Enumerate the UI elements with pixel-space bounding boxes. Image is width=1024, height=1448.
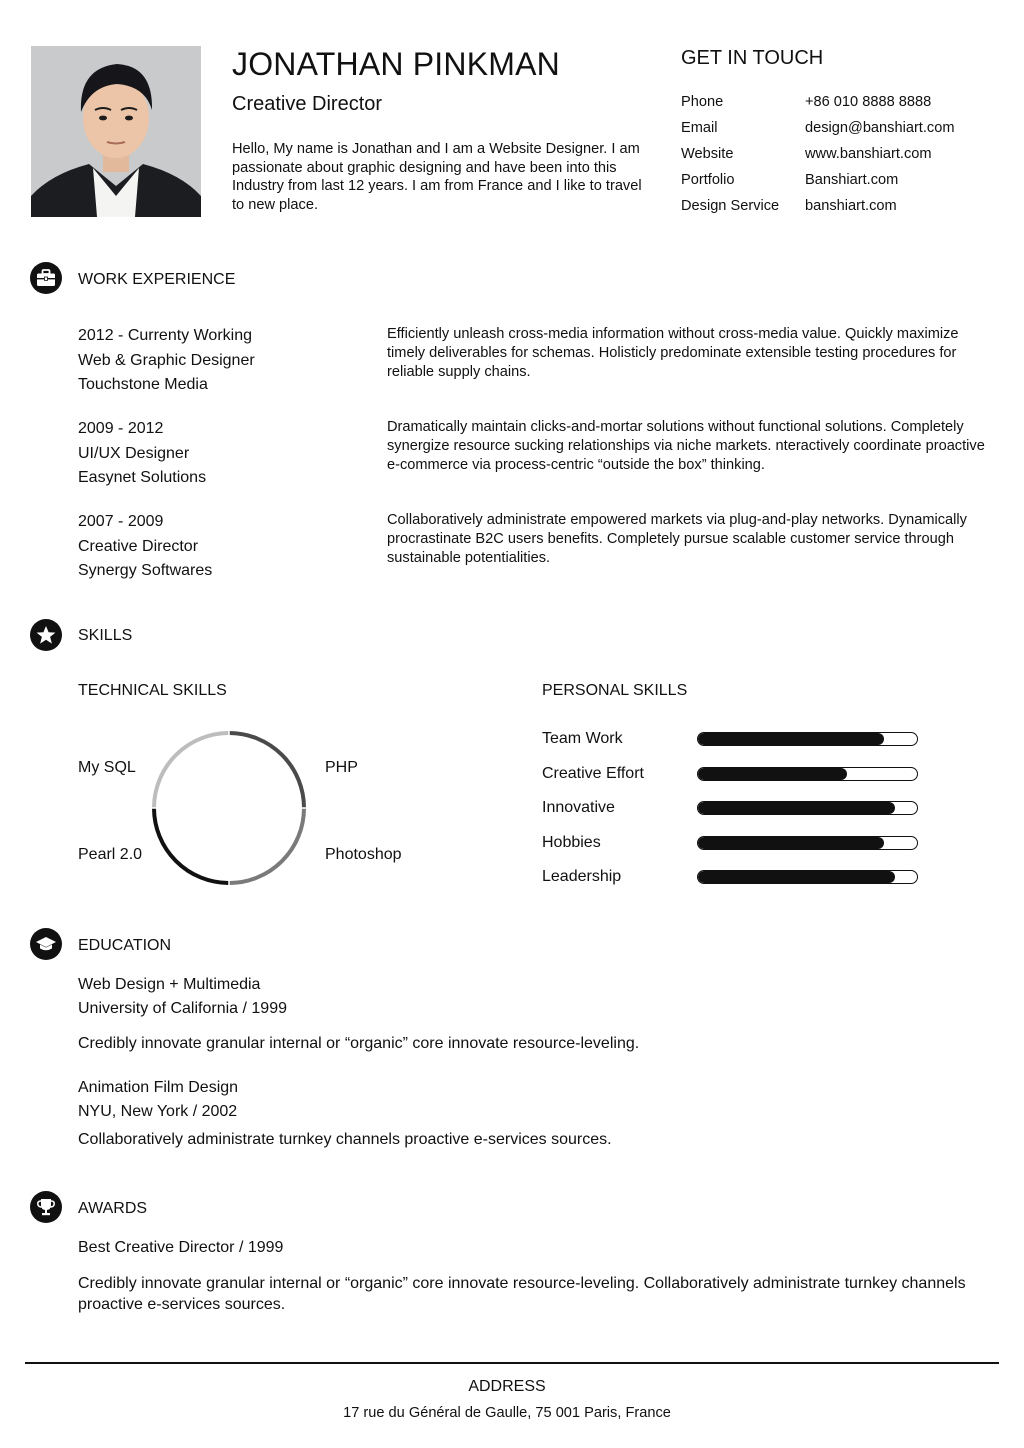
job-period: 2012 - Currenty Working: [78, 327, 252, 344]
personal-skill-label: Team Work: [542, 730, 623, 748]
skills-heading: SKILLS: [78, 627, 133, 644]
work-experience-heading: WORK EXPERIENCE: [78, 271, 236, 288]
job-role: UI/UX Designer: [78, 444, 190, 462]
job-company: Easynet Solutions: [78, 469, 207, 486]
address-heading: ADDRESS: [468, 1378, 546, 1395]
job-entry: [78, 417, 378, 491]
job-description: Collaboratively administrate empowered markets via plug-and-play networks. Dynamically procrastinate B2C users benefits. Completely pursue scalable customer service through sustainable potentialities.: [387, 512, 967, 566]
education-description: Credibly innovate granular internal or “organic” core innovate resource-leveling.: [78, 1035, 640, 1052]
education-school: NYU, New York / 2002: [78, 1103, 238, 1120]
donut-segment-photoshop: [230, 809, 304, 883]
award-name: Best Creative Director / 1999: [78, 1239, 284, 1256]
contact-row-phone: [681, 90, 1001, 116]
address-text: 17 rue du Général de Gaulle, 75 001 Paris, France: [343, 1405, 671, 1421]
skill-bar-track: [697, 870, 918, 884]
job-entry: [78, 324, 378, 398]
contact-value-design-service-link[interactable]: banshiart.com: [805, 198, 897, 214]
contact-value-portfolio-link[interactable]: Banshiart.com: [805, 172, 899, 188]
contact-label: Portfolio: [681, 172, 735, 188]
contact-label: Design Service: [681, 198, 780, 214]
job-role: Web & Graphic Designer: [78, 351, 255, 369]
personal-skill-row: [542, 860, 942, 895]
donut-label-mysql: My SQL: [78, 759, 136, 776]
job-description: Efficiently unleash cross-media information without cross-media value. Quickly maximize timely deliverables for schemas. Holisticly predominate extensible testing procedures for reliable supply chains.: [387, 326, 959, 380]
contact-label: Phone: [681, 94, 724, 110]
awards-heading: AWARDS: [78, 1200, 148, 1217]
donut-label-pearl: Pearl 2.0: [78, 846, 143, 863]
education-course: Animation Film Design: [78, 1079, 239, 1096]
skill-bar-track: [697, 836, 918, 850]
graduation-cap-icon: [30, 928, 62, 960]
personal-skill-row: [542, 722, 942, 757]
contact-list: [681, 90, 1001, 220]
contact-row-design-service: [681, 194, 1001, 220]
contact-label: Email: [681, 120, 718, 136]
technical-skills-heading: TECHNICAL SKILLS: [78, 682, 227, 699]
education-heading: EDUCATION: [78, 937, 172, 954]
candidate-title: Creative Director: [232, 93, 383, 115]
candidate-name: JONATHAN PINKMAN: [232, 46, 560, 82]
skill-bar-track: [697, 767, 918, 781]
job-description: Dramatically maintain clicks-and-mortar solutions without functional solutions. Completely synergize resource sucking relationships via niche markets. nteractively coordinate proactive e-commerce via process-centric “outside the box” thinking.: [387, 419, 985, 473]
job-role: Creative Director: [78, 537, 199, 555]
donut-segment-mysql: [154, 733, 228, 807]
personal-skill-label: Innovative: [542, 799, 615, 817]
education-school: University of California / 1999: [78, 1000, 287, 1017]
skill-bar-track: [697, 732, 918, 746]
contact-value: +86 010 8888 8888: [805, 94, 932, 110]
personal-skill-row: [542, 826, 942, 861]
personal-skill-row: [542, 757, 942, 792]
job-entry: [78, 510, 378, 584]
trophy-icon: [30, 1191, 62, 1223]
personal-skill-label: Hobbies: [542, 833, 601, 851]
skill-bar-fill: [698, 837, 884, 849]
contact-label: Website: [681, 146, 734, 162]
technical-skills-donut: [148, 727, 310, 889]
intro-paragraph: Hello, My name is Jonathan and I am a Website Designer. I am passionate about graphic designing and have been into this Industry from last 12 years. I am from France and I like to travel to new place.: [232, 141, 642, 213]
personal-skills-heading: PERSONAL SKILLS: [542, 682, 688, 699]
personal-skill-label: Creative Effort: [542, 764, 644, 782]
job-company: Touchstone Media: [78, 376, 208, 393]
job-period: 2009 - 2012: [78, 420, 164, 437]
contact-row-portfolio: [681, 168, 1001, 194]
briefcase-icon: [30, 262, 62, 294]
profile-photo: [31, 46, 201, 217]
education-description: Collaboratively administrate turnkey channels proactive e-services sources.: [78, 1131, 612, 1148]
donut-label-photoshop: Photoshop: [325, 846, 402, 863]
job-company: Synergy Softwares: [78, 562, 213, 579]
skill-bar-fill: [698, 802, 895, 814]
award-description: Credibly innovate granular internal or “organic” core innovate resource-leveling. Collaboratively administrate turnkey channels proactive e-services sources.: [78, 1275, 966, 1313]
skill-bar-track: [697, 801, 918, 815]
contact-value-email-link[interactable]: design@banshiart.com: [805, 120, 955, 136]
personal-skill-row: [542, 791, 942, 826]
personal-skills-list: [542, 722, 942, 895]
education-course: Web Design + Multimedia: [78, 976, 261, 993]
personal-skill-label: Leadership: [542, 868, 622, 886]
donut-label-php: PHP: [325, 759, 358, 776]
star-icon: [30, 619, 62, 651]
contact-row-website: [681, 142, 1001, 168]
donut-segment-pearl: [154, 809, 228, 883]
donut-segment-php: [230, 733, 304, 807]
skill-bar-fill: [698, 733, 884, 745]
contact-row-email: [681, 116, 1001, 142]
skill-bar-fill: [698, 768, 847, 780]
skill-bar-fill: [698, 871, 895, 883]
job-period: 2007 - 2009: [78, 513, 164, 530]
contact-value-website-link[interactable]: www.banshiart.com: [805, 146, 932, 162]
contact-heading: GET IN TOUCH: [681, 47, 824, 69]
footer-divider: [25, 1362, 999, 1364]
